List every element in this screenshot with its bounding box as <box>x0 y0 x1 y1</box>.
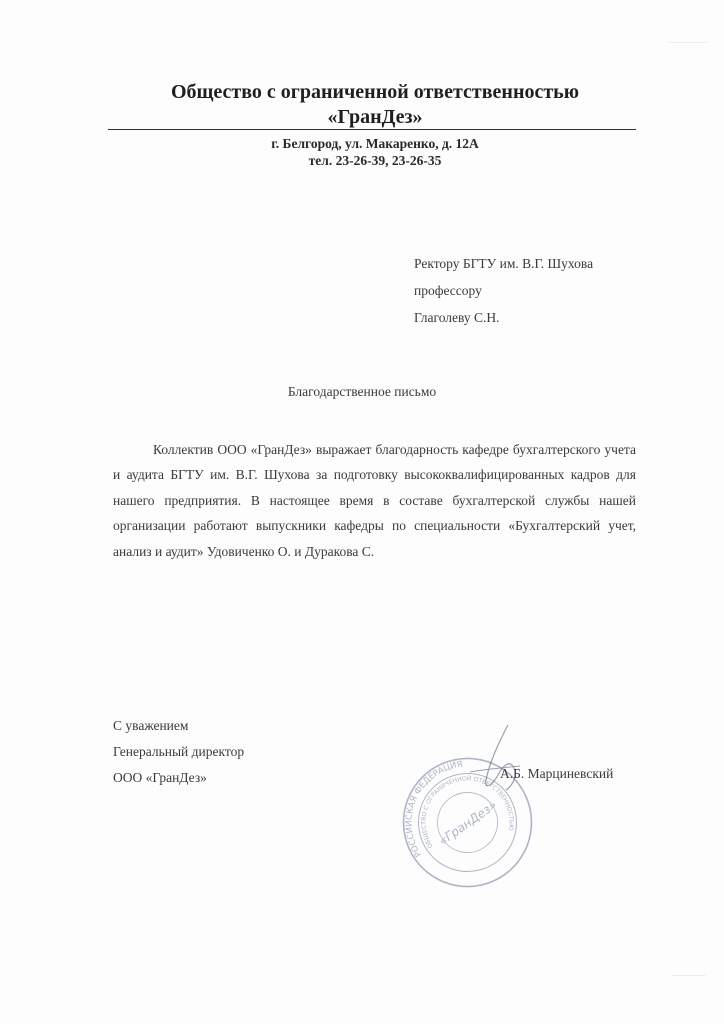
signer-name: А.Б. Марциневский <box>500 766 614 781</box>
scan-mark <box>668 42 708 43</box>
closing-position: Генеральный директор <box>113 744 245 759</box>
director-signature <box>440 720 530 800</box>
document-title: Благодарственное письмо <box>287 384 437 399</box>
letterhead-contacts <box>210 135 540 169</box>
org-name-line1: Общество с ограниченной ответственностью <box>170 81 580 103</box>
letter-body: Коллектив ООО «ГранДез» выражает благодарность кафедре бухгалтерского учета и аудита БГТУ им. В.Г. Шухова за подготовку высококвалифицированных кадров для нашего предприятия. В настоящее время в составе бухгалтерской службы нашей организации работают выпускники кафедры по специальности «Бухгалтерский учет, анализ и аудит» Удовиченко О. и Дуракова С. <box>113 442 636 559</box>
seal-inner-text: ОБЩЕСТВО С ОГРАНИЧЕННОЙ ОТВЕТСТВЕННОСТЬЮ <box>420 775 515 850</box>
recipient-block <box>414 250 593 331</box>
recipient-line1: Ректору БГТУ им. В.Г. Шухова <box>414 256 594 271</box>
org-name-line2: «ГранДез» <box>327 106 423 128</box>
recipient-line2: профессору <box>414 283 482 298</box>
closing-company: ООО «ГранДез» <box>113 770 207 785</box>
seal-outer-text: РОССИЙСКАЯ ФЕДЕРАЦИЯ <box>404 759 464 859</box>
seal-center-text: «ГранДез» <box>436 797 500 848</box>
org-phones: тел. 23-26-39, 23-26-35 <box>308 153 442 168</box>
closing-block <box>113 713 244 791</box>
closing-regards: С уважением <box>113 718 189 733</box>
letterhead-title <box>140 80 610 130</box>
letterhead-divider <box>108 129 636 130</box>
scan-mark <box>672 975 706 976</box>
org-address: г. Белгород, ул. Макаренко, д. 12А <box>271 136 479 151</box>
recipient-line3: Глаголеву С.Н. <box>414 310 500 325</box>
